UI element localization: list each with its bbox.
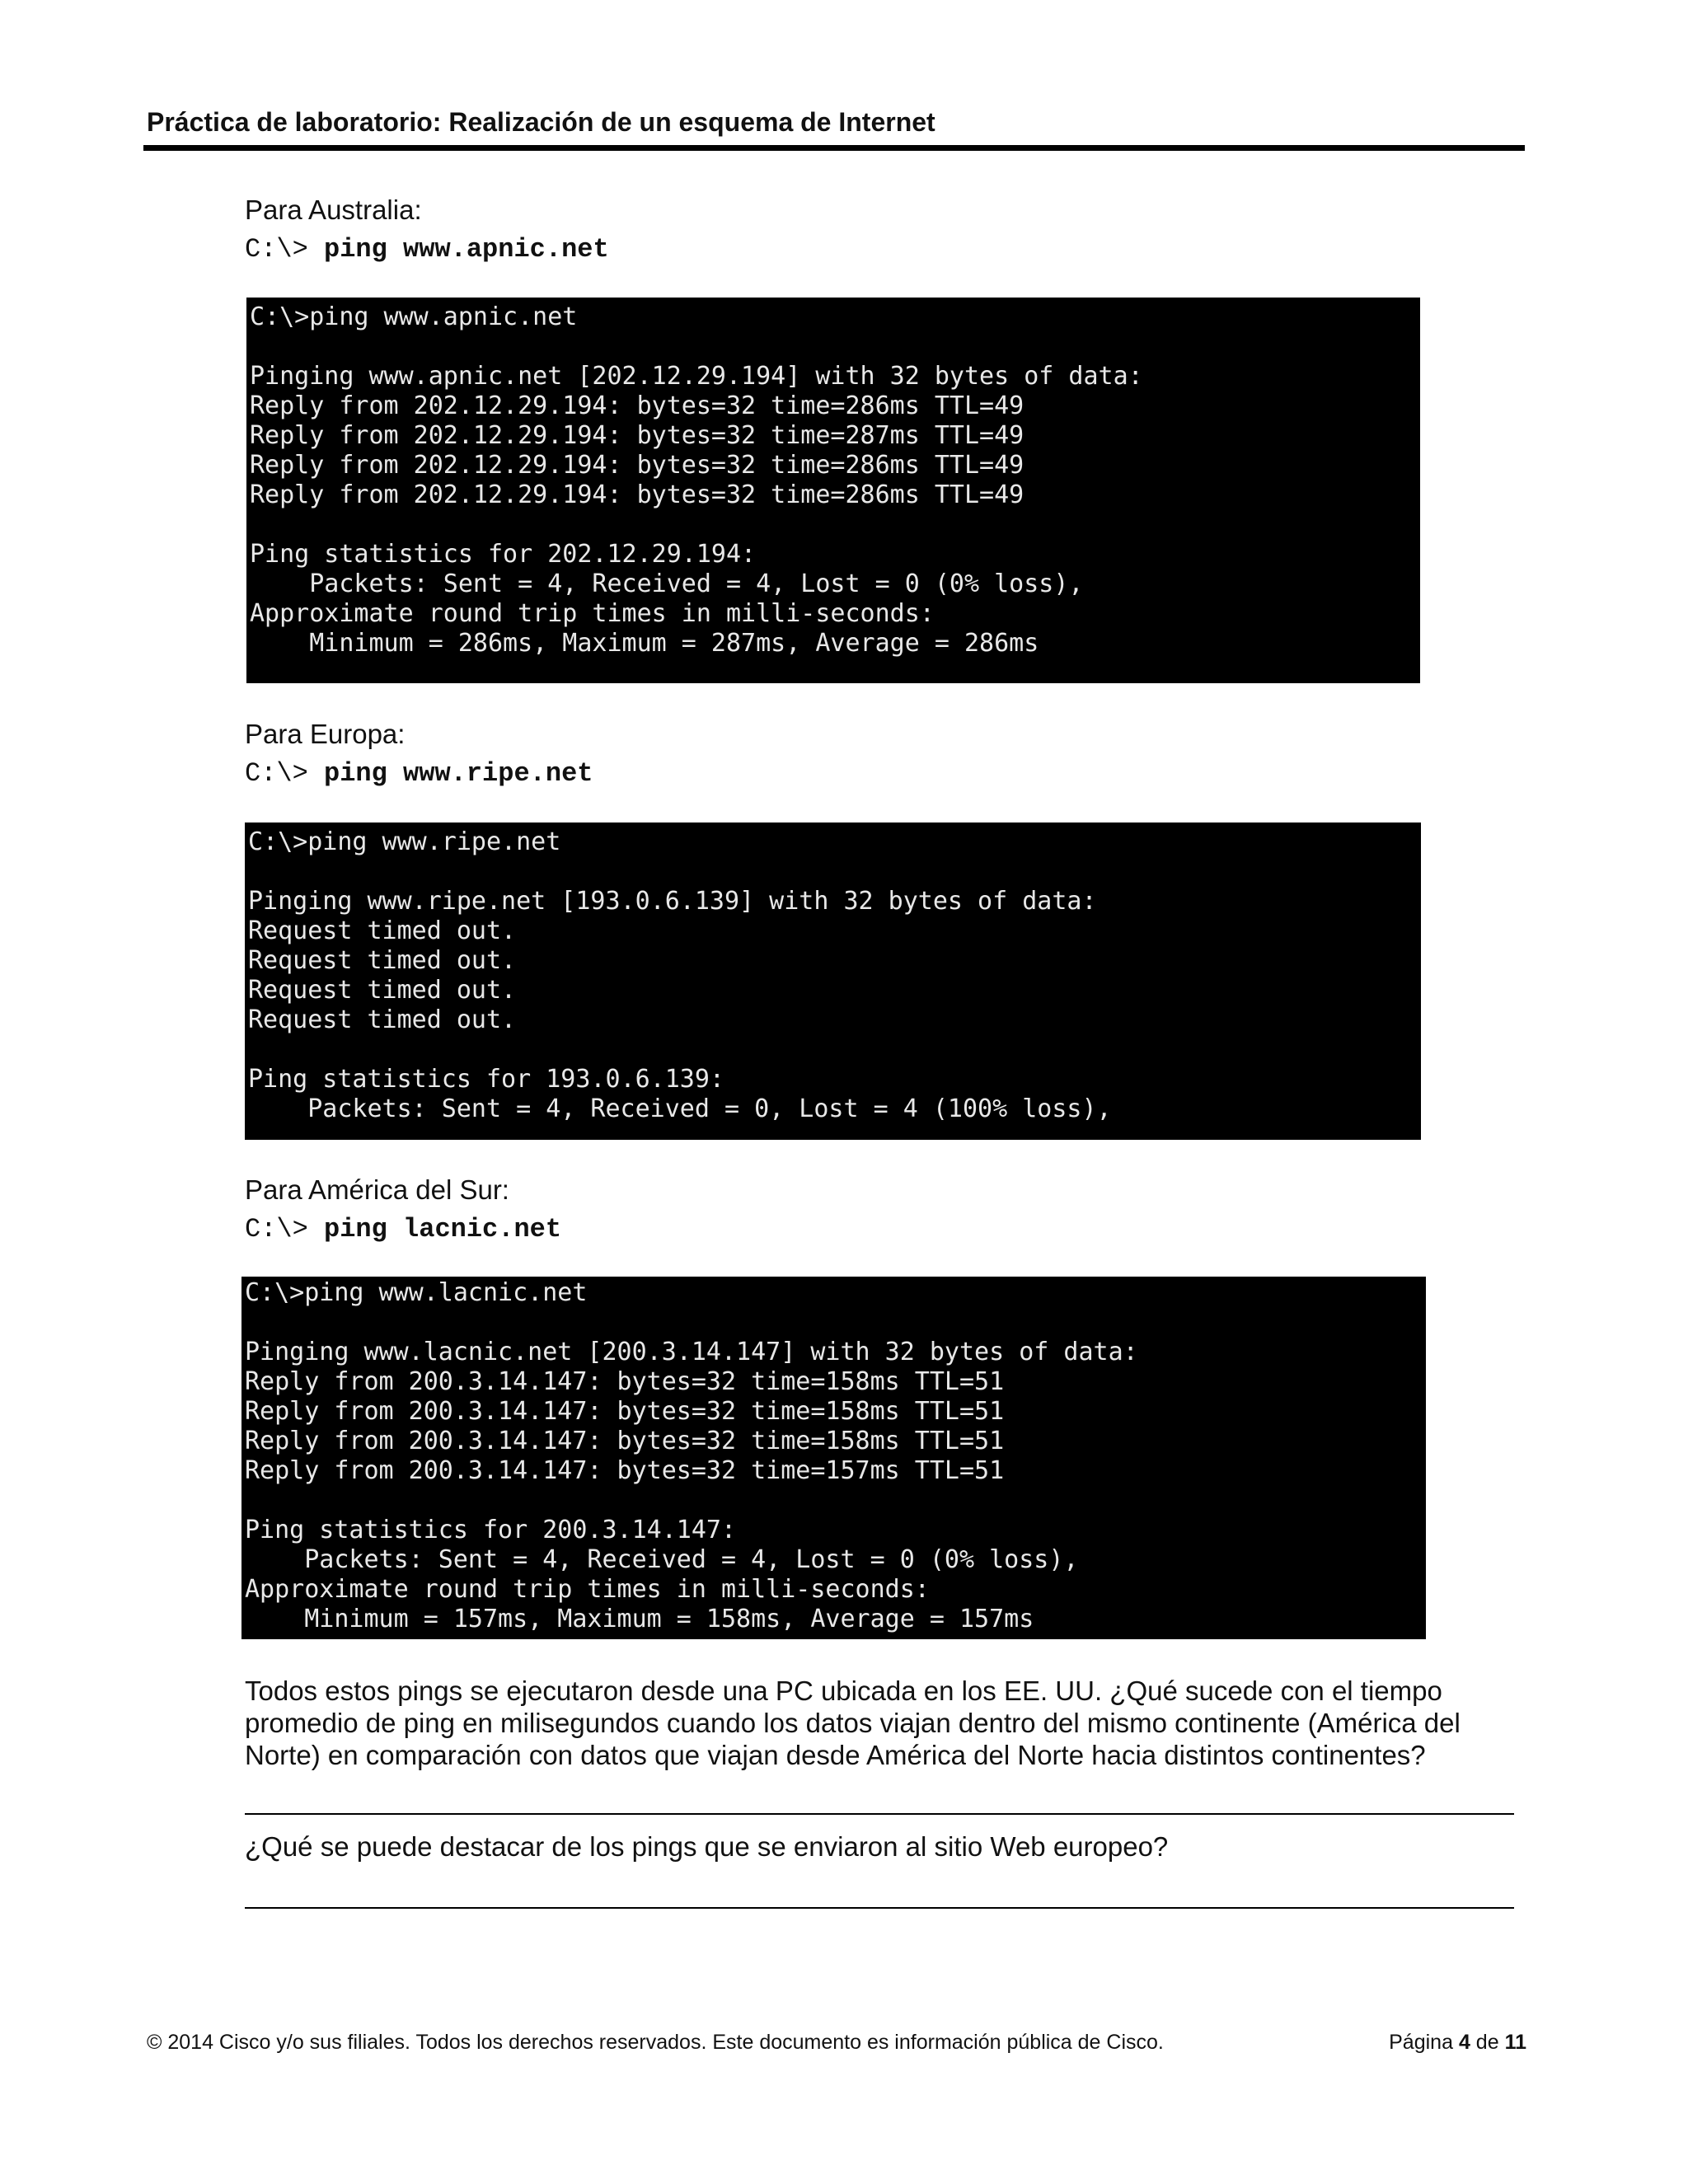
command-prompt: C:\>: [245, 758, 308, 789]
terminal-line: Pinging www.apnic.net [202.12.29.194] with 32 bytes of data:: [250, 362, 1143, 391]
terminal-line: Approximate round trip times in milli-seconds:: [245, 1575, 930, 1604]
terminal-line: Packets: Sent = 4, Received = 0, Lost = 4 (100% loss),: [248, 1094, 1112, 1123]
terminal-line: [245, 1486, 1423, 1516]
terminal-line: Packets: Sent = 4, Received = 4, Lost = 0 (0% loss),: [245, 1545, 1079, 1574]
terminal-line: [245, 1308, 1423, 1338]
terminal-line: Reply from 202.12.29.194: bytes=32 time=286ms TTL=49: [250, 480, 1025, 509]
terminal-line: Ping statistics for 202.12.29.194:: [250, 540, 757, 569]
terminal-output-australia: [246, 298, 1420, 683]
section-label-south-america: Para América del Sur:: [245, 1174, 509, 1205]
terminal-line: Reply from 200.3.14.147: bytes=32 time=158ms TTL=51: [245, 1367, 1005, 1396]
answer-line[interactable]: [245, 1813, 1514, 1815]
terminal-line: Reply from 202.12.29.194: bytes=32 time=286ms TTL=49: [250, 391, 1025, 420]
terminal-line: Minimum = 157ms, Maximum = 158ms, Average = 157ms: [245, 1605, 1034, 1633]
terminal-line: Minimum = 286ms, Maximum = 287ms, Average = 286ms: [250, 629, 1039, 658]
terminal-output-europe: [245, 823, 1421, 1140]
page-of: de: [1475, 2031, 1499, 2054]
terminal-line: Pinging www.ripe.net [193.0.6.139] with 32 bytes of data:: [248, 887, 1097, 916]
footer-copyright: © 2014 Cisco y/o sus filiales. Todos los derechos reservados. Este documento es información pública de Cisco.: [147, 2031, 1164, 2054]
terminal-line: Pinging www.lacnic.net [200.3.14.147] with 32 bytes of data:: [245, 1338, 1138, 1366]
footer-page-number: [1389, 2031, 1526, 2055]
section-label-australia: Para Australia:: [245, 194, 422, 225]
command-text: ping www.apnic.net: [324, 234, 609, 265]
command-line-south-america: [245, 1214, 561, 1244]
section-label-europe: Para Europa:: [245, 719, 406, 749]
terminal-line: Packets: Sent = 4, Received = 4, Lost = 0 (0% loss),: [250, 569, 1084, 598]
question-europe-ping: ¿Qué se puede destacar de los pings que se enviaron al sitio Web europeo?: [245, 1831, 1169, 1862]
terminal-line: [250, 332, 1417, 362]
terminal-line: Reply from 200.3.14.147: bytes=32 time=158ms TTL=51: [245, 1397, 1005, 1426]
terminal-line: C:\>ping www.ripe.net: [248, 827, 561, 856]
terminal-line: Ping statistics for 193.0.6.139:: [248, 1065, 724, 1094]
terminal-line: [248, 1035, 1418, 1065]
terminal-line: Request timed out.: [248, 976, 517, 1005]
terminal-line: Ping statistics for 200.3.14.147:: [245, 1516, 737, 1544]
terminal-line: [250, 510, 1417, 540]
terminal-output-south-america: [241, 1277, 1426, 1639]
terminal-line: Reply from 200.3.14.147: bytes=32 time=157ms TTL=51: [245, 1456, 1005, 1485]
command-text: ping lacnic.net: [324, 1214, 562, 1244]
terminal-line: Approximate round trip times in milli-seconds:: [250, 599, 935, 628]
terminal-line: Reply from 202.12.29.194: bytes=32 time=287ms TTL=49: [250, 421, 1025, 450]
terminal-line: Request timed out.: [248, 946, 517, 975]
terminal-line: Request timed out.: [248, 1005, 517, 1034]
page-current: 4: [1458, 2031, 1470, 2054]
command-prompt: C:\>: [245, 1214, 308, 1244]
command-prompt: C:\>: [245, 234, 308, 265]
question-ping-time: Todos estos pings se ejecutaron desde una PC ubicada en los EE. UU. ¿Qué sucede con el tiempo promedio de ping en milisegundos cuando los datos viajan dentro del mismo continente (América del Norte) en comparación con datos que viajan desde América del Norte hacia distintos continentes?: [245, 1675, 1461, 1770]
page-header-title: Práctica de laboratorio: Realización de un esquema de Internet: [147, 107, 935, 137]
terminal-line: [248, 857, 1418, 887]
terminal-line: Reply from 202.12.29.194: bytes=32 time=286ms TTL=49: [250, 451, 1025, 480]
command-line-australia: [245, 234, 609, 265]
command-text: ping www.ripe.net: [324, 758, 593, 789]
terminal-line: C:\>ping www.lacnic.net: [245, 1278, 588, 1307]
header-divider: [143, 145, 1525, 151]
terminal-line: Reply from 200.3.14.147: bytes=32 time=158ms TTL=51: [245, 1427, 1005, 1455]
answer-line[interactable]: [245, 1907, 1514, 1909]
page-word: Página: [1389, 2031, 1453, 2054]
page-total: 11: [1504, 2031, 1526, 2054]
terminal-line: C:\>ping www.apnic.net: [250, 302, 578, 331]
terminal-line: Request timed out.: [248, 916, 517, 945]
command-line-europe: [245, 758, 593, 789]
